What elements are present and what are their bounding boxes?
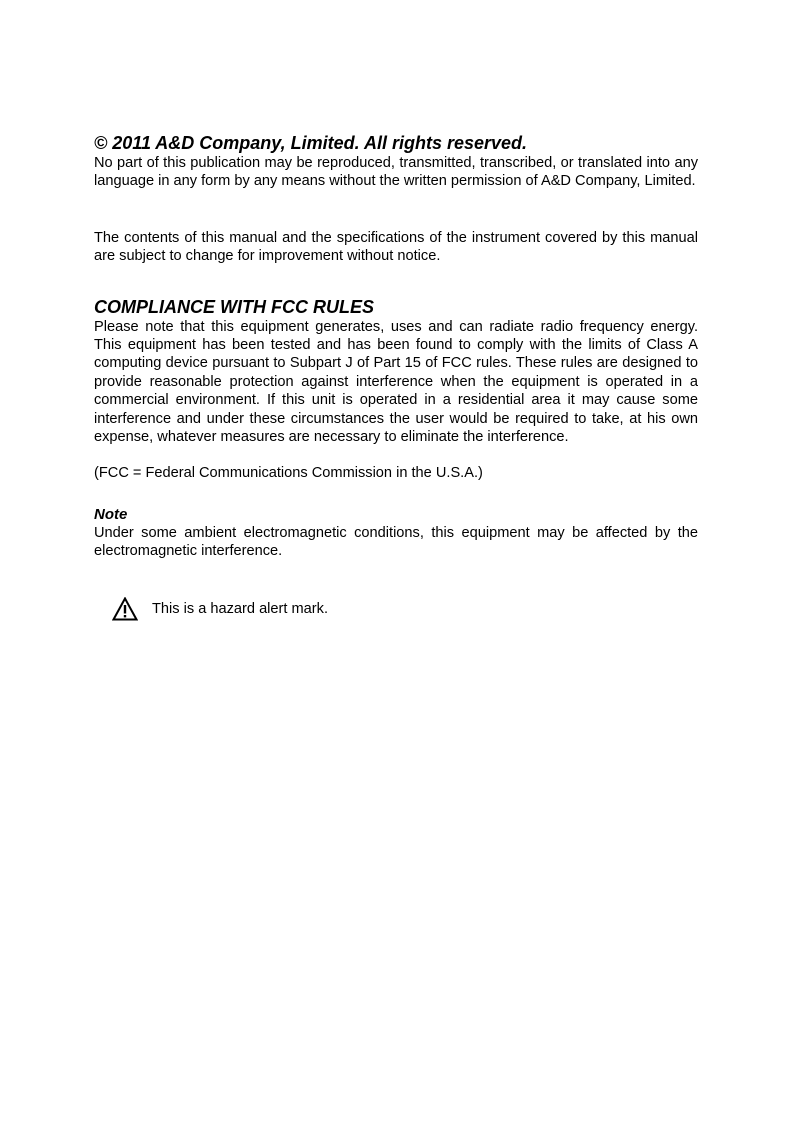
spacer (94, 266, 698, 296)
contents-notice: The contents of this manual and the specifications of the instrument covered by this manual are subject to change for improvement without notice. (94, 229, 698, 265)
hazard-alert-row (112, 597, 698, 621)
fcc-definition: (FCC = Federal Communications Commission in the U.S.A.) (94, 465, 483, 482)
spacer (94, 483, 698, 505)
copyright-heading: © 2011 A&D Company, Limited. All rights reserved. (94, 133, 528, 153)
document-page (94, 132, 698, 621)
hazard-alert-text: This is a hazard alert mark. (152, 600, 328, 617)
hazard-alert-icon (112, 597, 138, 621)
fcc-heading: COMPLIANCE WITH FCC RULES (94, 296, 374, 317)
fcc-body: Please note that this equipment generates, uses and can radiate radio frequency energy. This equipment has been tested and has been found to comply with the limits of Class A computing device pursuant to Subpart J of Part 15 of FCC rules. These rules are designed to provide reasonable protection against interference when the equipment is operated in a commercial environment. If this unit is operated in a residential area it may cause some interference and under these circumstances the user would be required to take, at his own expense, whatever measures are necessary to eliminate the interference. (94, 318, 698, 446)
spacer (94, 446, 698, 464)
note-title: Note (94, 505, 128, 523)
note-body: Under some ambient electromagnetic conditions, this equipment may be affected by the electromagnetic interference. (94, 524, 698, 560)
spacer (94, 561, 698, 597)
copyright-body: No part of this publication may be reproduced, transmitted, transcribed, or translated into any language in any form by any means without the written permission of A&D Company, Limited. (94, 155, 698, 190)
spacer (94, 191, 698, 229)
